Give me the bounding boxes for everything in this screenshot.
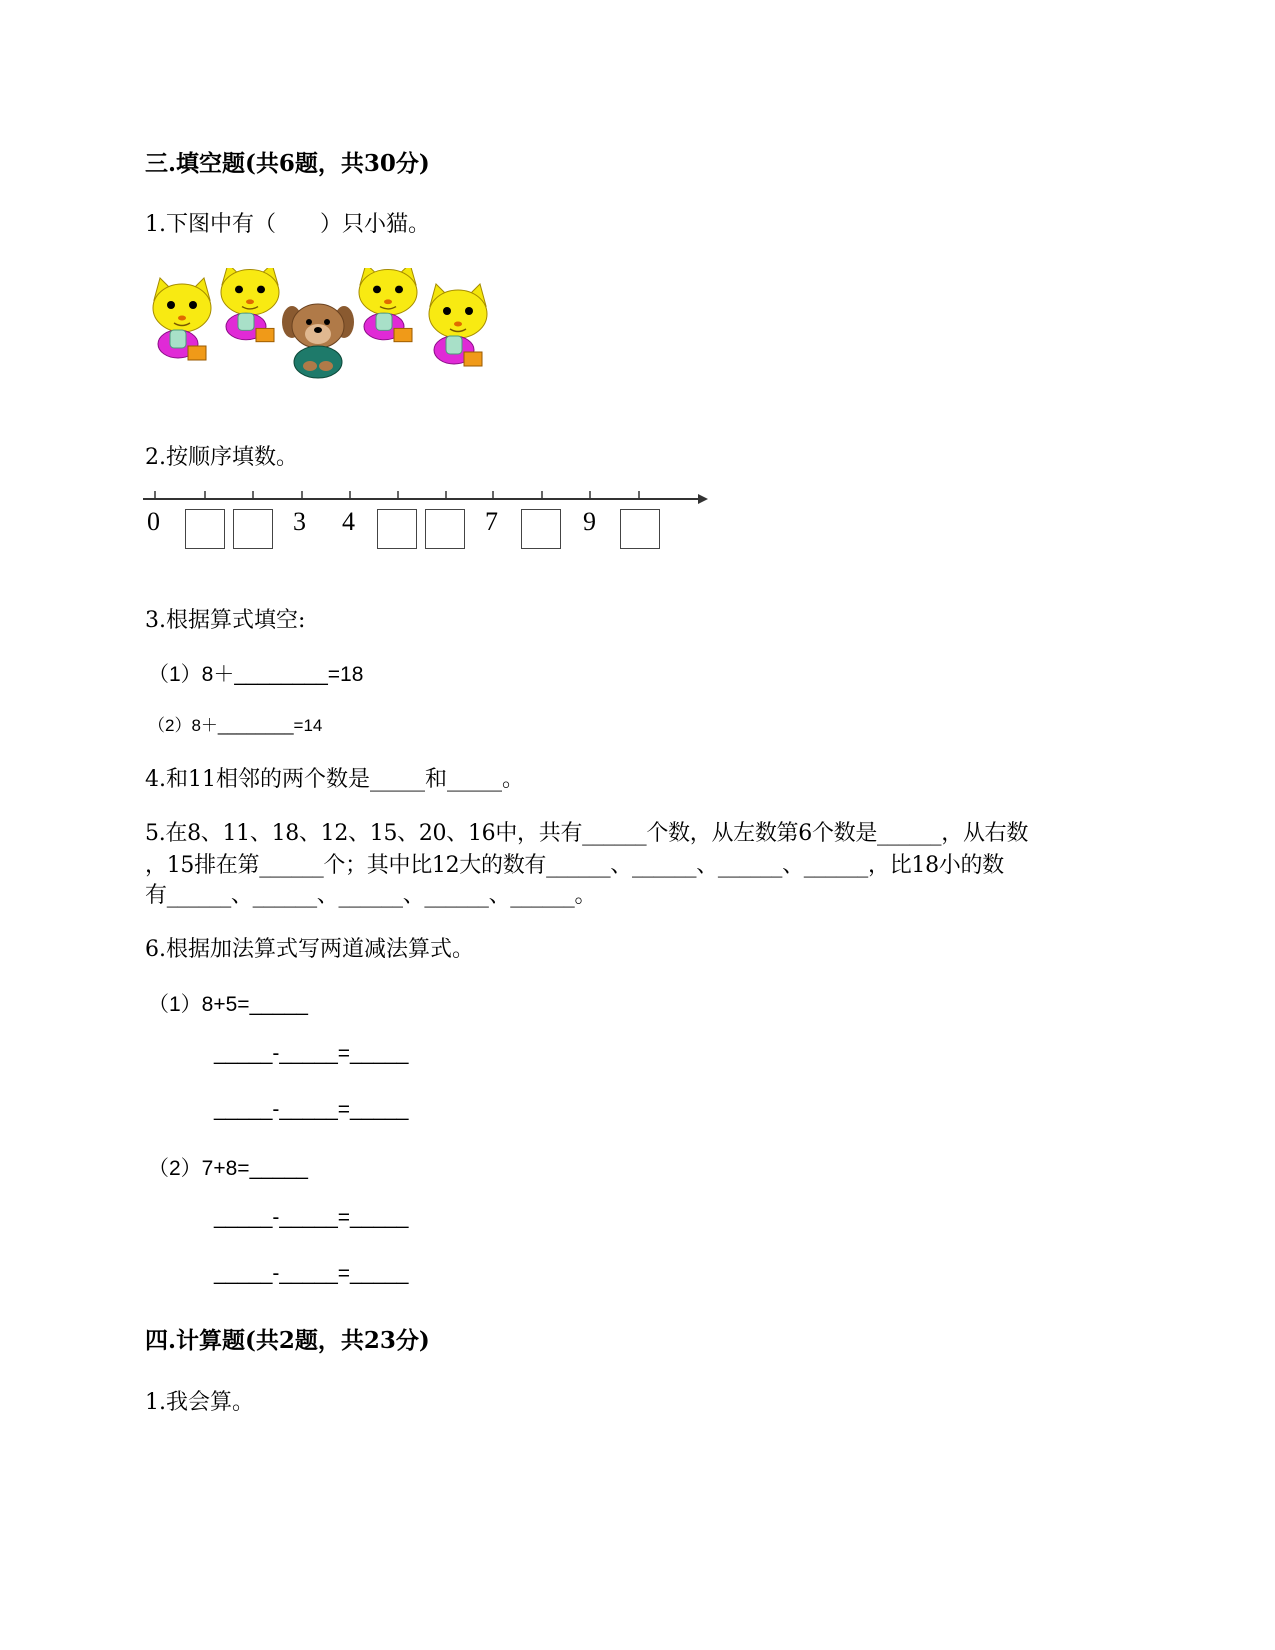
subtraction-line: _____-_____=_____ [214,1042,409,1065]
question-3-part-2: （2）8＋________=14 [148,716,323,735]
number-line-label: 9 [583,507,596,536]
section-title: 四.计算题(共2题，共23分) [145,1327,430,1354]
question-5-line-3: 有______、______、______、______、______。 [145,883,597,908]
question-3-part-1: （1）8＋________=18 [148,663,364,686]
answer-box[interactable] [425,509,465,549]
question-5-line-1: 5.在8、11、18、12、15、20、16中，共有______个数，从左数第6个数是______，从右数 [145,821,1029,846]
answer-box[interactable] [233,509,273,549]
cats-and-dog-illustration [150,268,495,386]
number-line-label: 0 [147,507,160,536]
section-title: 三.填空题(共6题，共30分) [145,150,430,177]
number-line-label: 4 [342,507,355,536]
number-line-label: 3 [293,507,306,536]
answer-box[interactable] [185,509,225,549]
question-1: 1.下图中有（ ）只小猫。 [145,212,430,237]
question-3: 3.根据算式填空: [145,608,306,633]
question-6: 6.根据加法算式写两道减法算式。 [145,937,474,962]
number-line [143,487,713,557]
question-1: 1.我会算。 [145,1390,254,1415]
question-6-part-2: （2）7+8=_____ [148,1157,308,1180]
question-6-part-1: （1）8+5=_____ [148,993,308,1016]
question-4: 4.和11相邻的两个数是_____和_____。 [145,767,524,792]
question-5-line-2: ，15排在第______个；其中比12大的数有______、______、______、______，比18小的数 [145,853,1004,878]
number-line-label: 7 [485,507,498,536]
subtraction-line: _____-_____=_____ [214,1206,409,1229]
answer-box[interactable] [620,509,660,549]
question-2: 2.按顺序填数。 [145,445,298,470]
subtraction-line: _____-_____=_____ [214,1262,409,1285]
answer-box[interactable] [377,509,417,549]
answer-box[interactable] [521,509,561,549]
subtraction-line: _____-_____=_____ [214,1098,409,1121]
number-line-axis [143,487,713,507]
